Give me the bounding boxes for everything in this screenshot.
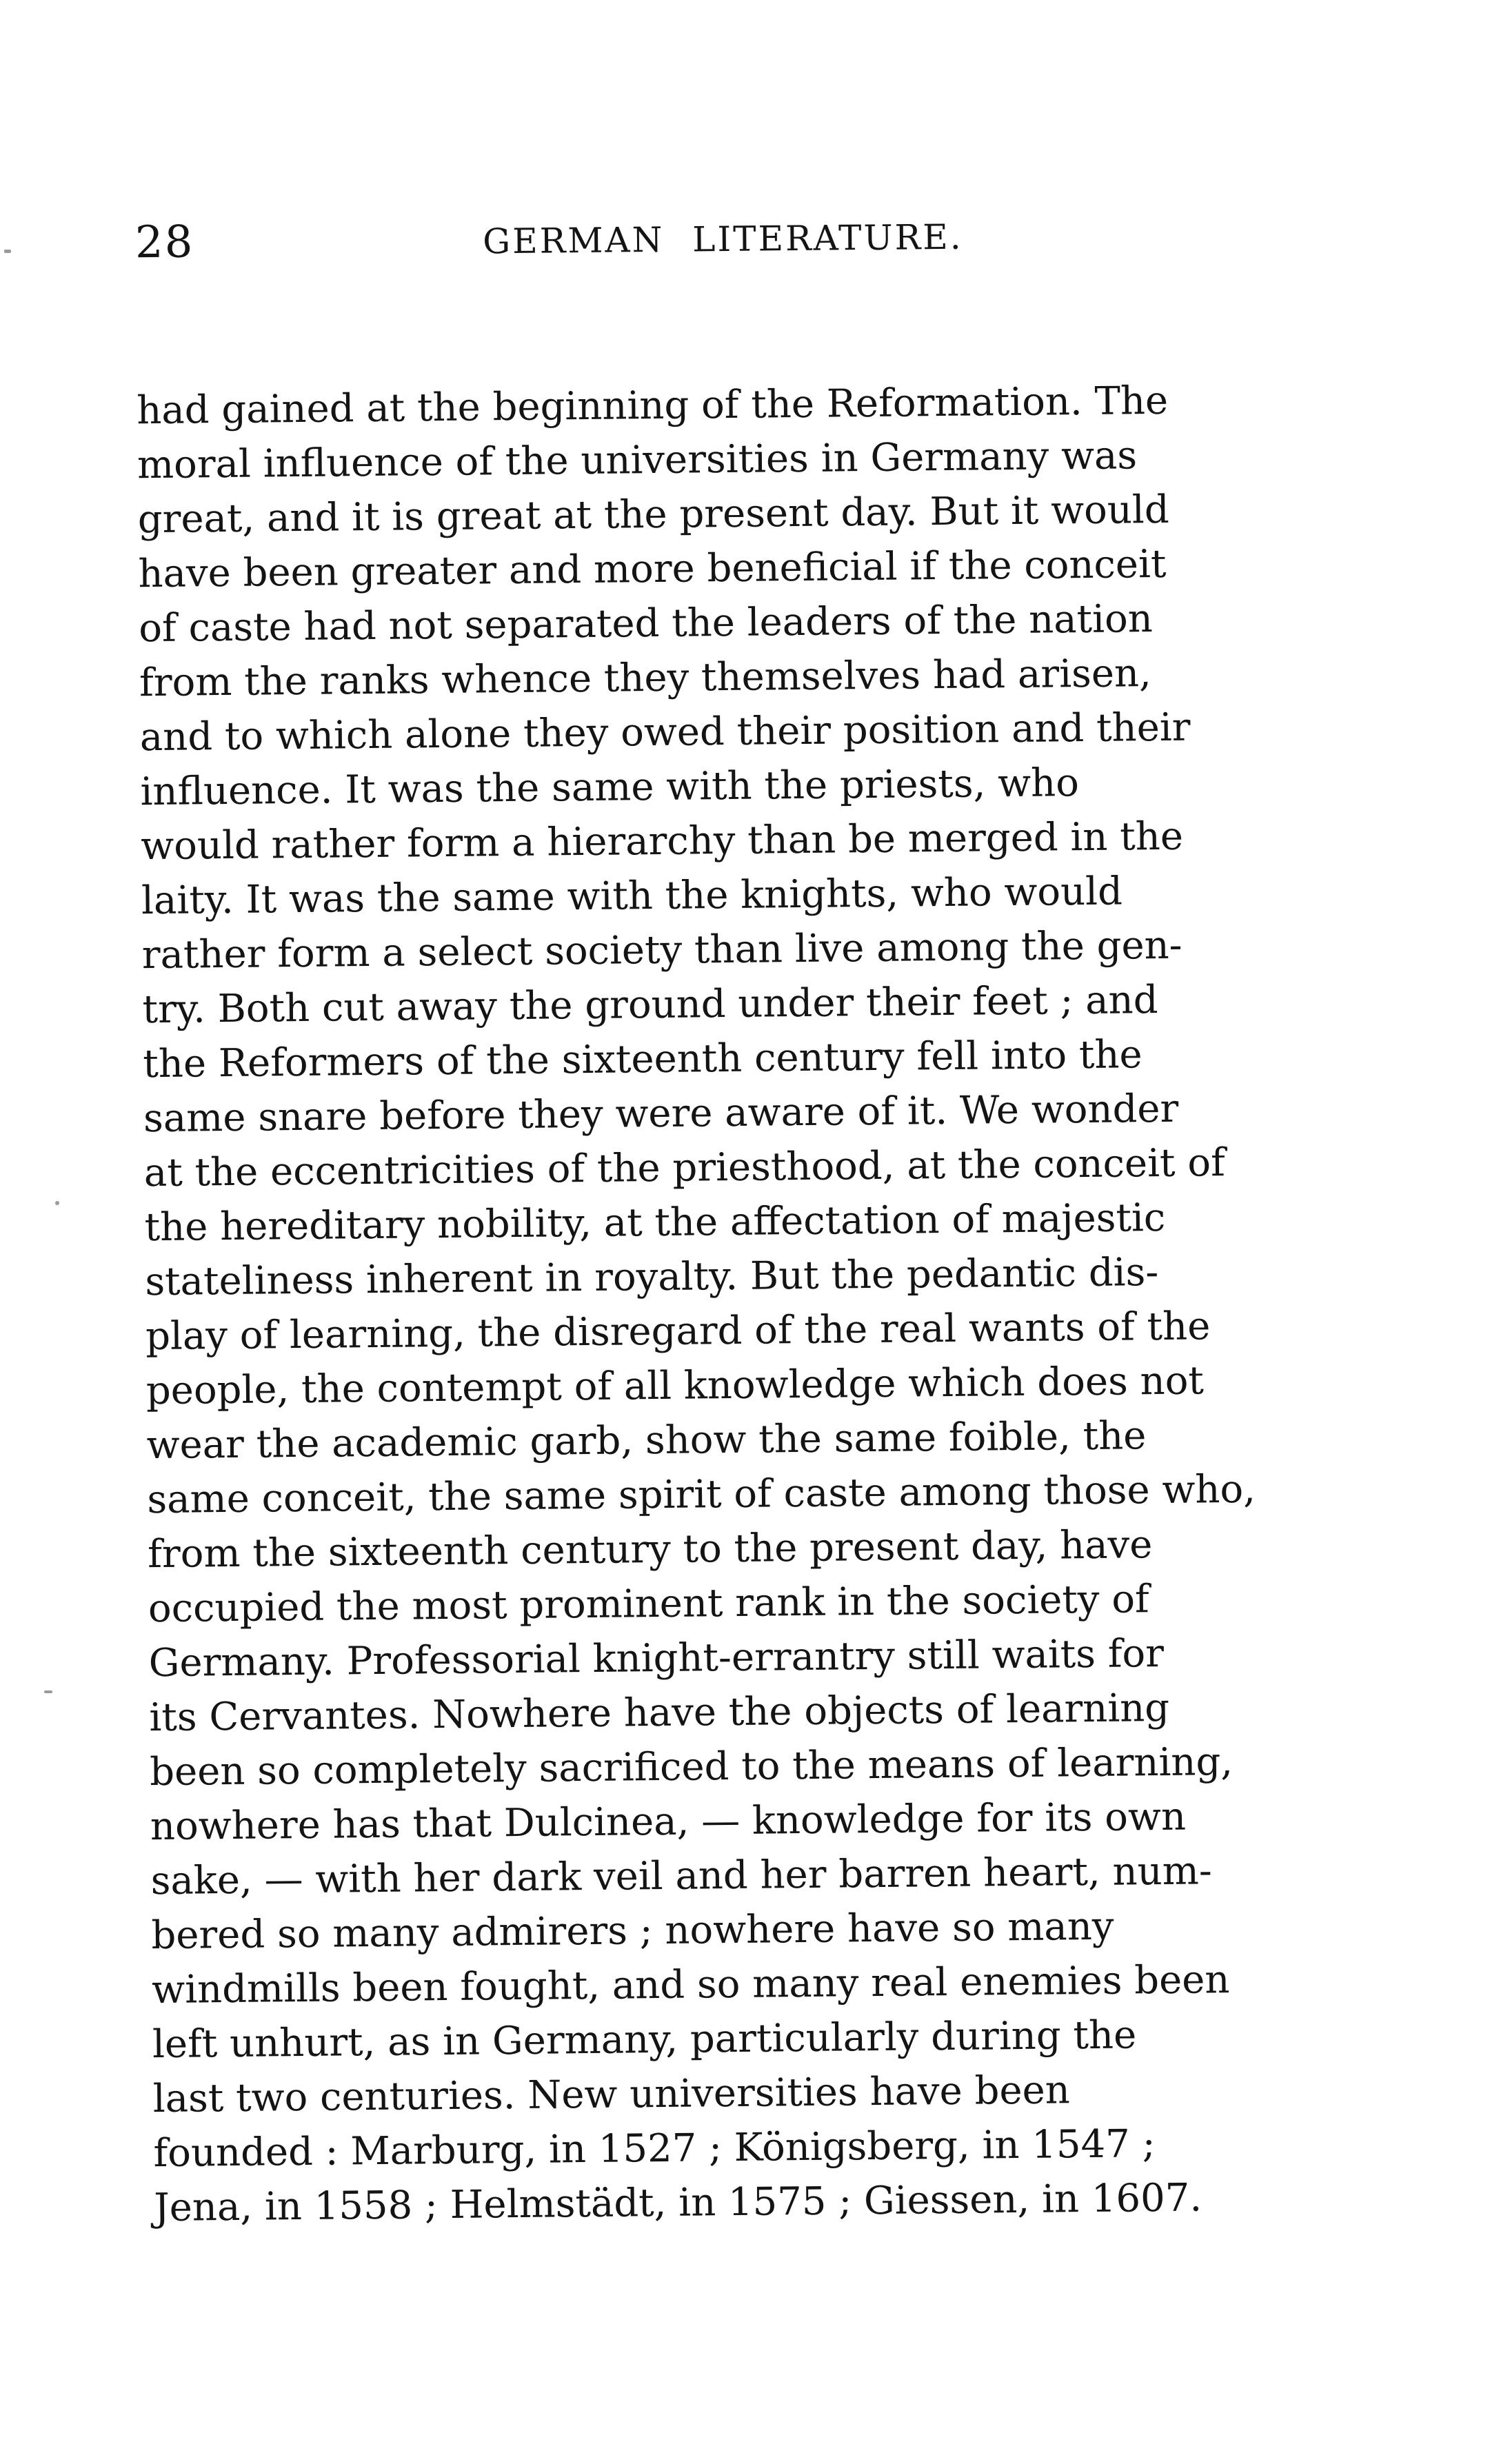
text-line: great, and it is great at the present day. But it would [137,487,1169,543]
text-line: Germany. Professorial knight-errantry still waits for [148,1631,1165,1686]
text-line: its Cervantes. Nowhere have the objects of learning [149,1685,1170,1741]
text-line: same snare before they were aware of it. We wonder [143,1086,1179,1142]
text-line: founded : Marburg, in 1527 ; Königsberg, in 1547 ; [153,2121,1156,2177]
text-line: of caste had not separated the leaders of the nation [138,596,1154,652]
text-line: laity. It was the same with the knights, who would [141,869,1123,924]
text-line: moral influence of the universities in Germany was [137,433,1138,488]
running-title: GERMAN LITERATURE. [482,216,963,262]
text-line: influence. It was the same with the priests, who [140,760,1080,815]
scan-artifact [4,250,11,253]
text-line: at the eccentricities of the priesthood, at the conceit of [143,1140,1226,1196]
text-line: windmills been fought, and so many real enemies been [151,1957,1230,2013]
text-line: the Reformers of the sixteenth century fell into the [143,1032,1142,1087]
text-line: occupied the most prominent rank in the society of [148,1577,1150,1632]
text-line: play of learning, the disregard of the real wants of the [145,1304,1211,1360]
text-line: have been greater and more beneficial if the conceit [138,541,1167,597]
running-head [133,0,1311,269]
text-line: stateliness inherent in royalty. But the pedantic dis- [145,1250,1159,1305]
scan-artifact [55,1201,59,1205]
text-line: people, the contempt of all knowledge which does not [145,1358,1205,1414]
text-line: try. Both cut away the ground under their feet ; and [142,978,1158,1033]
text-line: from the ranks whence they themselves had arisen, [139,651,1152,706]
text-line: nowhere has that Dulcinea, — knowledge for its own [150,1794,1187,1850]
page-number: 28 [134,216,194,269]
text-line: wear the academic garb, show the same foible, the [146,1413,1147,1468]
text-line: been so completely sacrificed to the means of learning, [149,1739,1234,1795]
text-line: last two centuries. New universities have been [152,2068,1071,2122]
text-line: bered so many admirers ; nowhere have so many [151,1903,1114,1959]
text-line: Jena, in 1558 ; Helmstädt, in 1575 ; Giessen, in 1607. [153,2175,1202,2231]
text-line: the hereditary nobility, at the affectation of majestic [144,1195,1166,1251]
text-line: from the sixteenth century to the present day, have [147,1522,1153,1577]
text-line: left unhurt, as in Germany, particularly during the [152,2012,1137,2068]
text-line: would rather form a hierarchy than be merged in the [141,814,1184,869]
text-line: sake, — with her dark veil and her barren heart, num- [150,1848,1212,1904]
text-line: rather form a select society than live among the gen- [141,922,1182,978]
page-content [133,0,1330,2235]
scan-artifact [44,1690,52,1693]
text-line: and to which alone they owed their position and their [139,705,1191,760]
text-line: had gained at the beginning of the Reformation. The [136,378,1169,434]
body-text [137,372,1330,2235]
text-line: same conceit, the same spirit of caste among those who, [147,1466,1256,1523]
